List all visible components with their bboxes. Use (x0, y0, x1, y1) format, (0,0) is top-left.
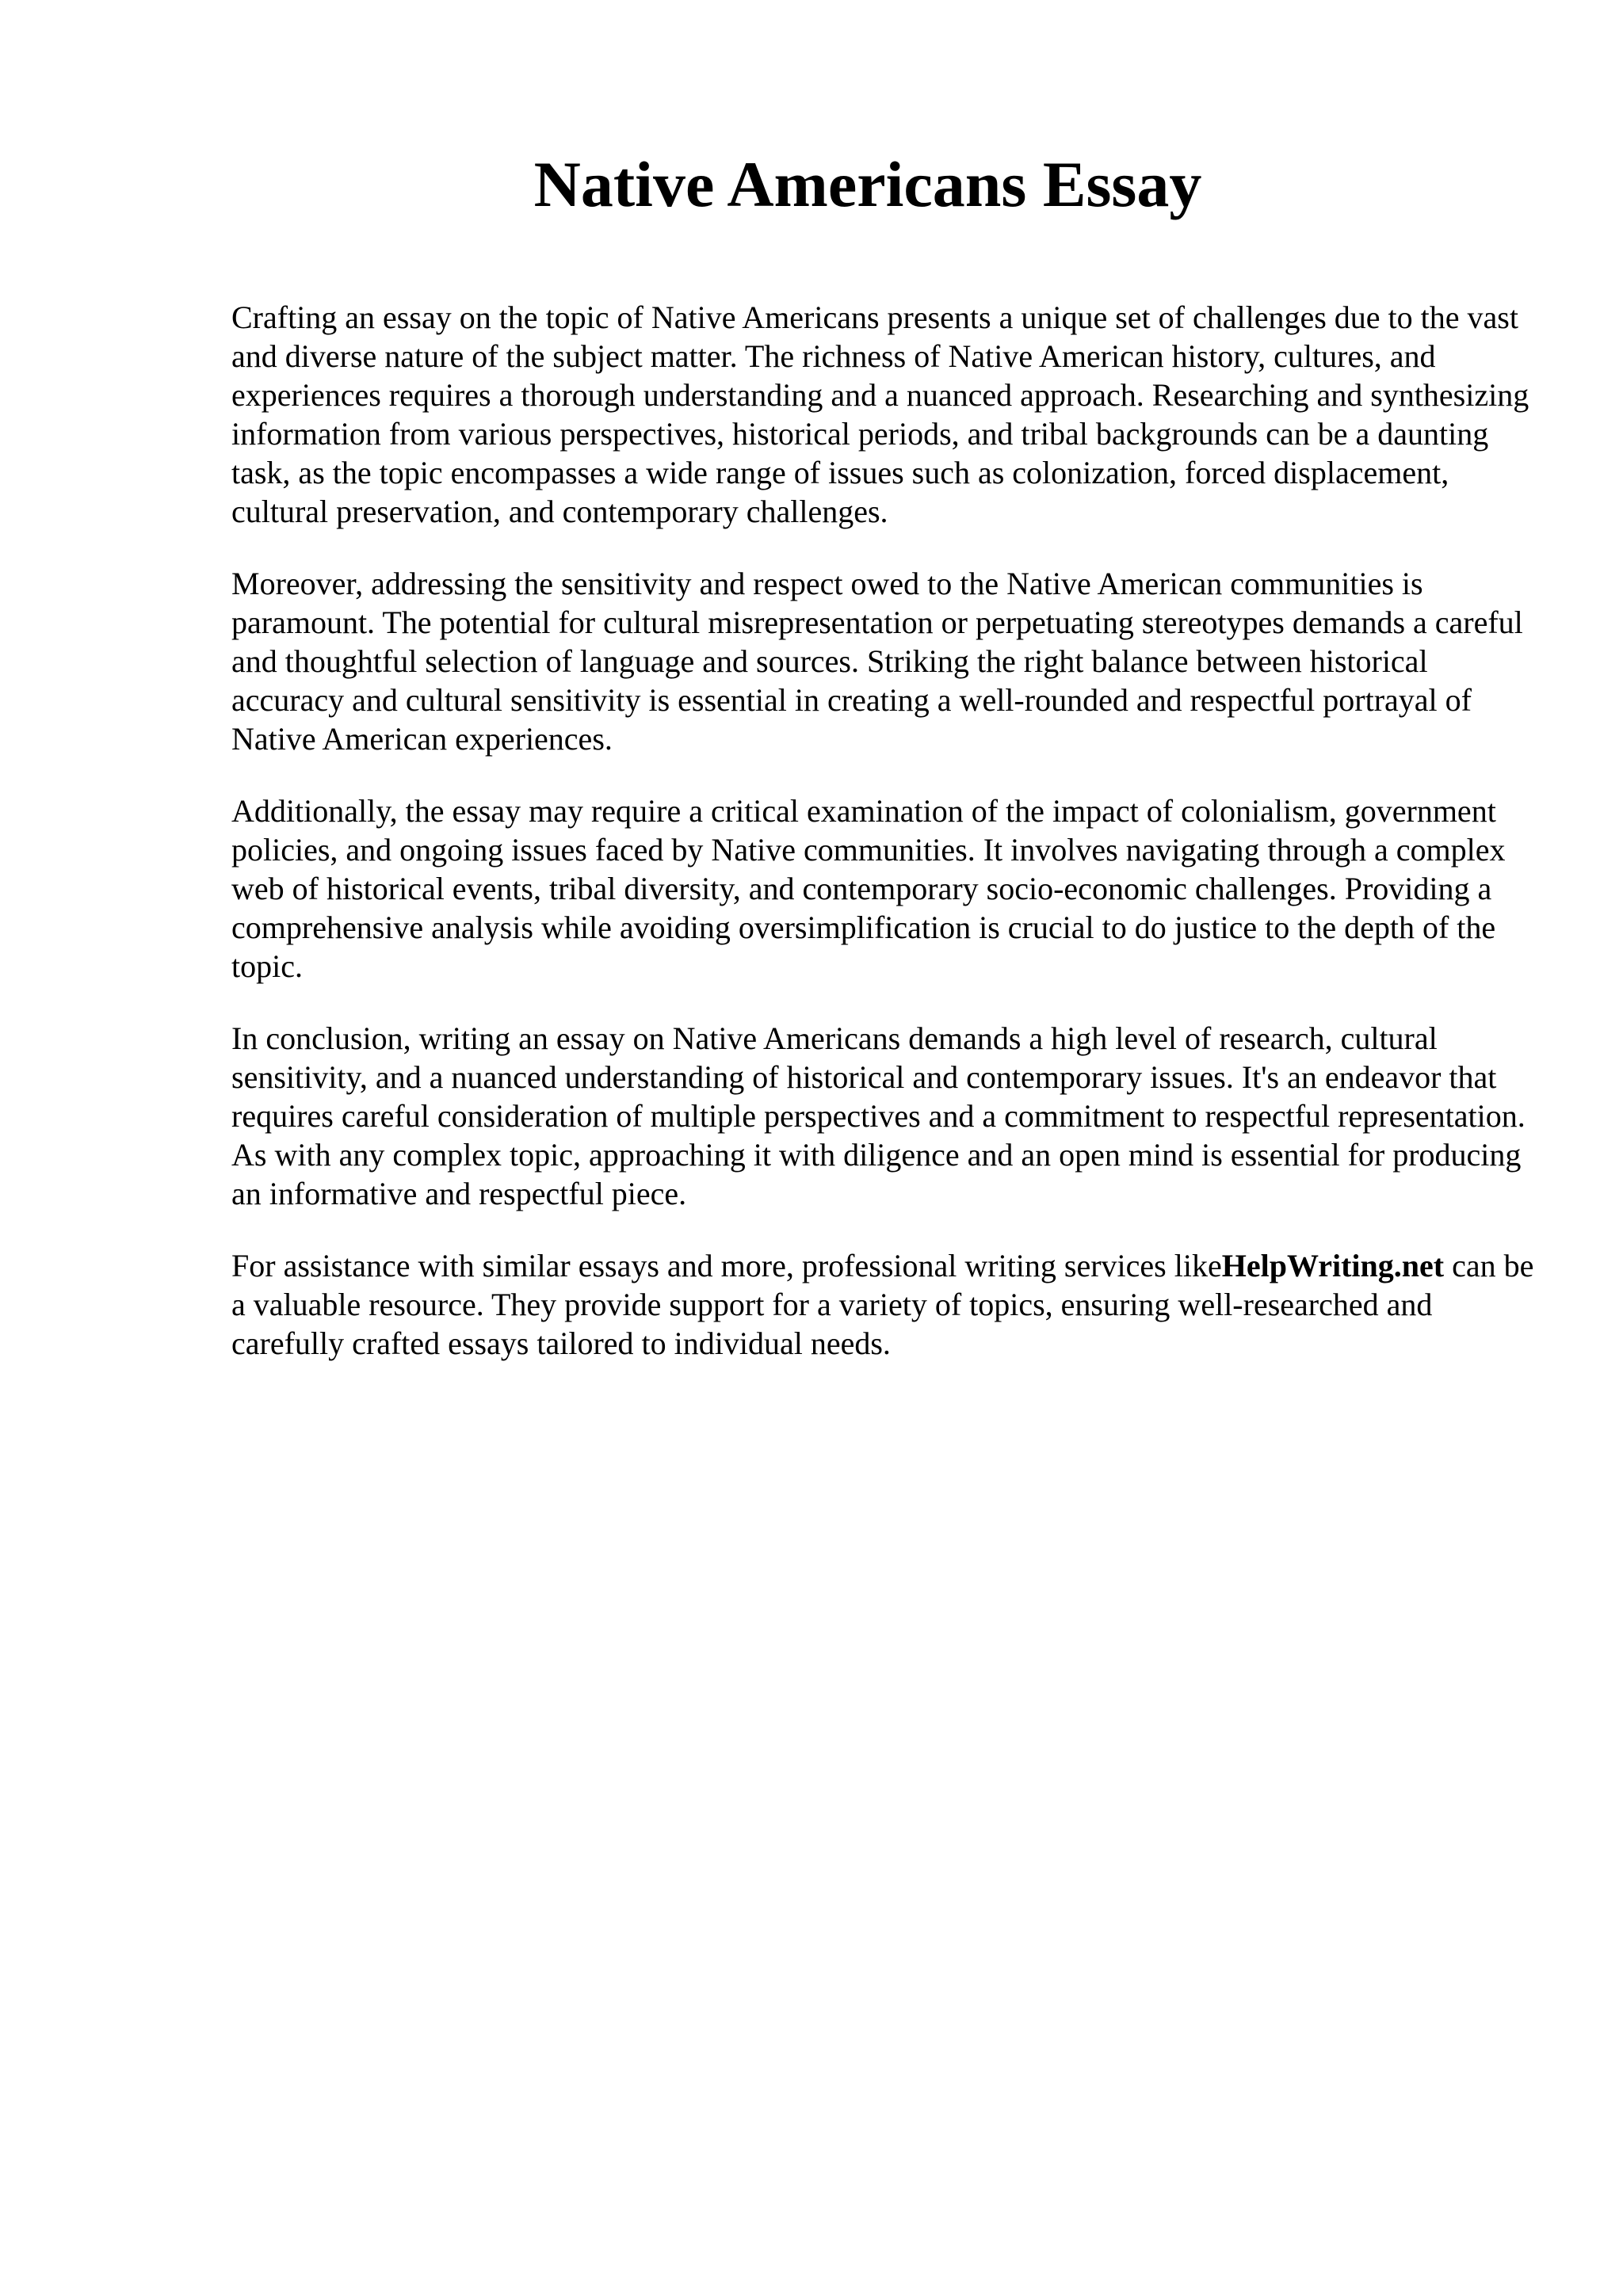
closing-text-before: For assistance with similar essays and more, professional writing services like (231, 1248, 1222, 1283)
paragraph-1: Crafting an essay on the topic of Native Americans presents a unique set of challenges due to the vast and diverse nature of the subject matter. The richness of Native American history, cultures, and experiences requires a thorough understanding and a nuanced approach. Researching and synthesizing information from various perspectives, historical periods, and tribal backgrounds can be a daunting task, as the topic encompasses a wide range of issues such as colonization, forced displacement, cultural preservation, and contemporary challenges. (231, 299, 1529, 529)
paragraph-2: Moreover, addressing the sensitivity and respect owed to the Native American communities is paramount. The potential for cultural misrepresentation or perpetuating stereotypes demands a careful and thoughtful selection of language and sources. Striking the right balance between historical accuracy and cultural sensitivity is essential in creating a well-rounded and respectful portrayal of Native American experiences. (231, 566, 1523, 757)
essay-body (231, 298, 1547, 1396)
page-title: Native Americans Essay (533, 148, 1202, 220)
paragraph-4: In conclusion, writing an essay on Native Americans demands a high level of research, cultural sensitivity, and a nuanced understanding of historical and contemporary issues. It's an endeavor that requires careful consideration of multiple perspectives and a commitment to respectful representation. As with any complex topic, approaching it with diligence and an open mind is essential for producing an informative and respectful piece. (231, 1020, 1526, 1211)
closing-text-after: can be a valuable resource. They provide support for a variety of topics, ensuring well-researched and carefully crafted essays tailored to individual needs. (231, 1248, 1534, 1361)
closing-paragraph (231, 1246, 1547, 1363)
paragraph-3: Additionally, the essay may require a critical examination of the impact of colonialism, government policies, and ongoing issues faced by Native communities. It involves navigating through a complex web of historical events, tribal diversity, and contemporary socio-economic challenges. Providing a comprehensive analysis while avoiding oversimplification is crucial to do justice to the depth of the topic. (231, 793, 1506, 984)
brand-name: HelpWriting.net (1221, 1248, 1445, 1283)
